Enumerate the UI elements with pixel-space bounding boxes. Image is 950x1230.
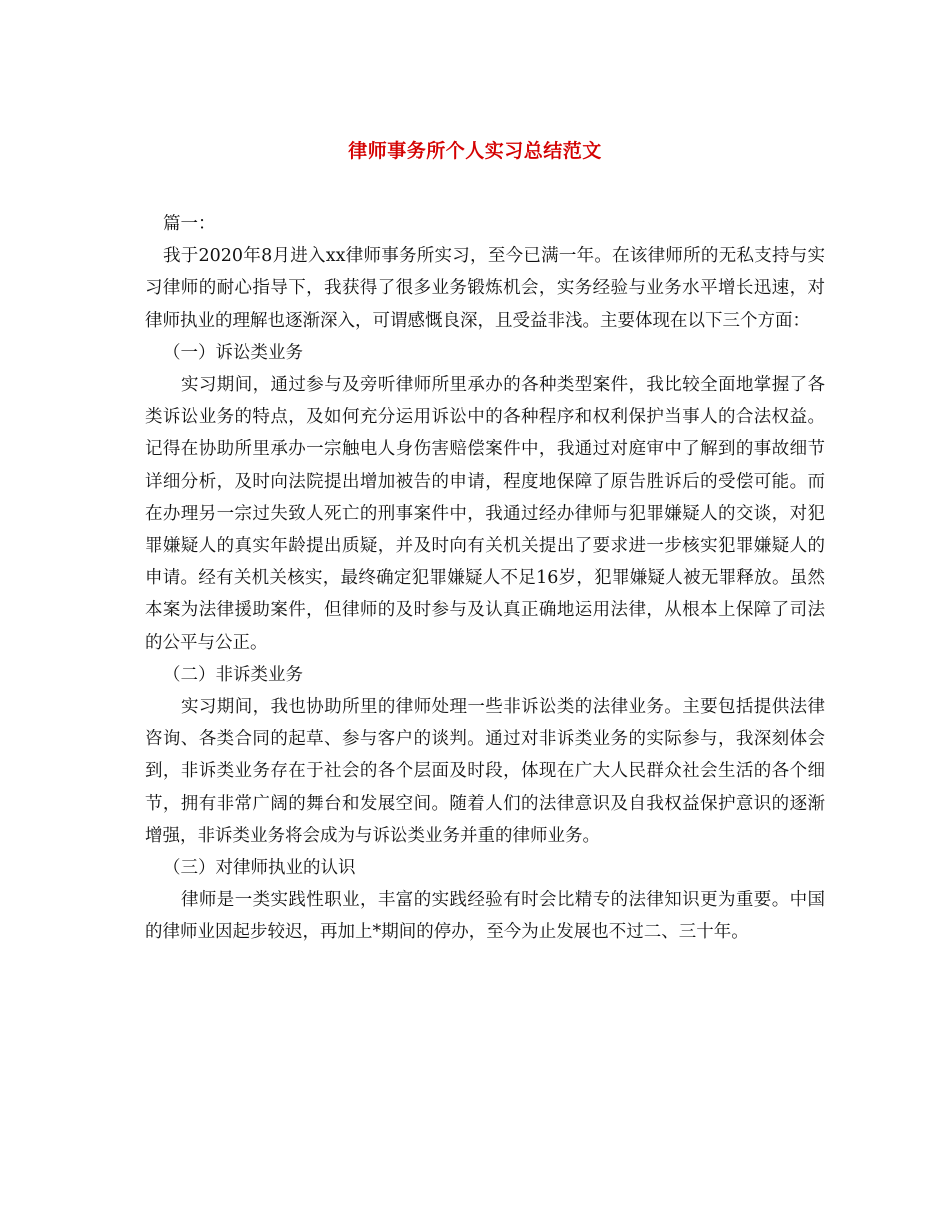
document-body — [145, 208, 825, 949]
document-title: 律师事务所个人实习总结范文 — [348, 140, 602, 162]
section-heading-litigation: （一）诉讼类业务 — [163, 342, 303, 363]
intro-paragraph: 我于2020年8月进入xx律师事务所实习，至今已满一年。在该律师所的无私支持与实习律师的耐心指导下，我获得了很多业务锻炼机会，实务经验与业务水平增长迅速，对律师执业的理解也逐渐深入，可谓感慨良深，且受益非浅。主要体现在以下三个方面： — [145, 246, 825, 331]
section-paragraph-litigation: 实习期间，通过参与及旁听律师所里承办的各种类型案件，我比较全面地掌握了各类诉讼业务的特点，及如何充分运用诉讼中的各种程序和权利保护当事人的合法权益。记得在协助所里承办一宗触电人身伤害赔偿案件中，我通过对庭审中了解到的事故细节详细分析，及时向法院提出增加被告的申请，程度地保障了原告胜诉后的受偿可能。而在办理另一宗过失致人死亡的刑事案件中，我通过经办律师与犯罪嫌疑人的交谈，对犯罪嫌疑人的真实年龄提出质疑，并及时向有关机关提出了要求进一步核实犯罪嫌疑人的申请。经有关机关核实，最终确定犯罪嫌疑人不足16岁，犯罪嫌疑人被无罪释放。虽然本案为法律援助案件，但律师的及时参与及认真正确地运用法律，从根本上保障了司法的公平与公正。 — [145, 375, 825, 653]
section-heading-understanding: （三）对律师执业的认识 — [163, 858, 356, 879]
section-heading-non-litigation: （二）非诉类业务 — [163, 664, 303, 685]
section-paragraph-understanding: 律师是一类实践性职业，丰富的实践经验有时会比精专的法律知识更为重要。中国的律师业因起步较迟，再加上*期间的停办，至今为止发展也不过二、三十年。 — [145, 890, 825, 943]
section-paragraph-non-litigation: 实习期间，我也协助所里的律师处理一些非诉讼类的法律业务。主要包括提供法律咨询、各类合同的起草、参与客户的谈判。通过对非诉类业务的实际参与，我深刻体会到，非诉类业务存在于社会的各个层面及时段，体现在广大人民群众社会生活的各个细节，拥有非常广阔的舞台和发展空间。随着人们的法律意识及自我权益保护意识的逐渐增强，非诉类业务将会成为与诉讼类业务并重的律师业务。 — [145, 697, 825, 846]
part-label: 篇一： — [163, 214, 216, 234]
